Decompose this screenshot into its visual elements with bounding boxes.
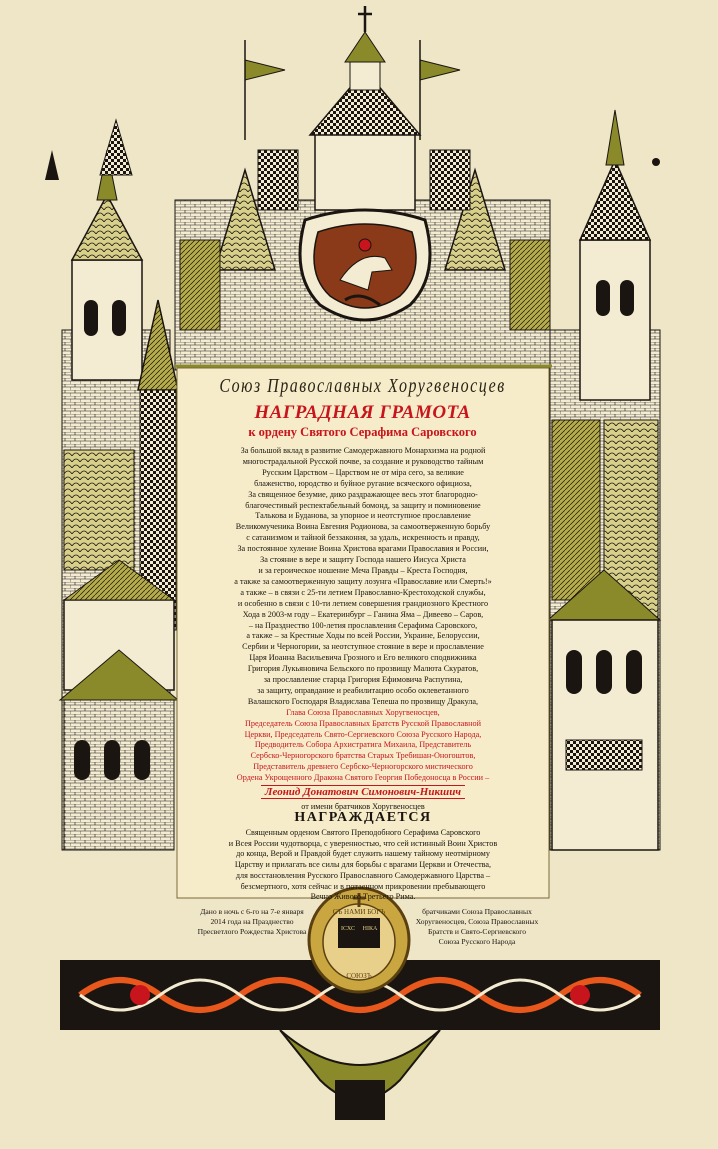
footer-right-line: братчиками Союза Православных [422,907,532,916]
footer-signatories [404,907,550,947]
footer-right-line: Хоругвеносцев, Союза Православных [415,917,539,926]
seal-monogram-right: НІКА [362,926,378,932]
award-line: Вечно Живого Третьего Рима. [310,892,416,902]
title-line: Сербско-Черногорского братства Старых Требишан-Оногоштов, [250,751,476,761]
awarded-heading: НАГРАЖДАЕТСЯ [294,810,432,825]
certificate-title: НАГРАДНАЯ ГРАМОТА [254,402,471,423]
seal-monogram-left: ІСХС [341,926,355,932]
seal-bottom-text: СОЮЗЪ [346,972,372,980]
footer-right-line: Союза Русского Народа [438,937,516,946]
recipient-name: Леонид Донатович Симонович-Никшич [261,785,465,799]
award-line: для восстановления Русского Православного Самодержавного Царства – [235,870,491,880]
citation-line: за защиту, оправдание и реабилитацию особо оклеветанного [257,685,469,695]
citation-line: Хода в 2003-м году – Екатеринбург – Ганина Яма – Дивеево – Саров, [242,609,484,619]
citation-line: – на Празднество 100-летия прославления Серафима Саровского, [248,620,478,630]
citation-line: Сербии и Черногории, за неотступное стояние в вере и прославление [242,642,484,652]
footer-left-line: Дано в ночь с 6-го на 7-е января [200,907,304,916]
citation-line: За постоянное хуление Воина Христова врагами Православия и России, [237,544,489,554]
citation-line: Русским Царством – Царством не от мiра сего, за великие [262,467,464,477]
citation-line: блаженство, юродство и буйное ругание всяческого официоза, [254,478,472,488]
organization-name: Союз Православных Хоругвеносцев [219,375,506,397]
citation-line: многострадальной Русской почве, за создание и руководство тайным [242,456,484,466]
citation-line: Талькова и Буданова, за упорное и неотступное прославление [255,511,471,521]
citation-line: за прославление старца Григория Ефимовича Распутина, [263,675,463,685]
seal-top-text: СЪ НАМИ БОГЪ [332,908,386,916]
union-seal [309,888,409,992]
award-line: и Всея России чудотворца, с уверенностью, что сей истинный Воин Христов [228,838,498,848]
award-line: Царству и прилагать все силы для борьбы с врагами Церкви и Отечества, [234,860,492,870]
citation-line: а также – в связи с 25-ти летием Православно-Крестоходской службы, [240,587,486,597]
citation-line: За большой вклад в развитие Самодержавного Монархизма на родной [240,446,486,455]
title-line: Предводитель Собора Архистратига Михаила, Представитель [254,740,472,750]
award-text [181,828,545,903]
citation-text [181,446,545,784]
certificate-subtitle: к ордену Святого Серафима Саровского [248,425,477,439]
footer-right-line: Братств и Свято-Сергиевского [427,927,527,936]
citation-line: а также – за Крестные Ходы по всей России, Украине, Белоруссии, [246,631,480,641]
citation-line: Великомученика Воина Евгения Родионова, за самоотверженную борьбу [235,522,491,532]
st-george-emblem [300,210,430,320]
citation-line: За стояние в вере и защиту Господа нашего Иисуса Христа [260,555,466,565]
footer-left-line: 2014 года на Празднество [210,917,294,926]
footer-date [186,907,318,937]
award-line: безсмертного, хотя сейчас и в потаенном прикровении пребывающего [240,881,486,891]
citation-line: а также за самоотверженную защиту лозунга «Православие или Смерть!» [234,576,492,586]
citation-line: Григория Лукьяновича Бельского по прозвищу Малюта Скуратов, [247,664,479,674]
citation-line: Валашского Господаря Владислава Тепеша по прозвищу Дракула, [247,696,479,706]
citation-line: Царя Иоанна Васильевича Грозного и Его великого сподвижника [249,653,477,663]
recipient-block [181,782,545,811]
title-line: Церкви, Председатель Свято-Сергиевского Союза Русского Народа, [244,729,482,739]
title-line: Председатель Союза Православных Братств Русской Православной [244,718,482,728]
title-line: Представитель древнего Сербско-Черногорского мистического [253,762,473,772]
title-line: Ордена Укрощенного Дракона Святого Георгия Победоносца в России – [236,773,490,783]
footer-left-line: Пресветлого Рождества Христова [197,927,307,936]
recipient-from: от имени братчиков Хоругвеносцев [301,802,425,811]
citation-line: За священное безумие, дико раздражающее весь этот благородно- [248,489,478,499]
citation-line: благочестивый респектабельный бомонд, за защиту и поминовение [245,500,481,510]
award-line: до конца, Верой и Правдой будет служить нашему тайному неотмiрному [236,849,490,859]
title-line: Глава Союза Православных Хоругвеносцев, [286,707,440,717]
citation-line: и особенно в связи с 10-ти летием совершения грандиозного Крестного [237,598,489,608]
citation-line: с сатанизмом и тайной беззаконня, за удаль, искренность и правду, [246,533,480,543]
citation-line: и за героическое ношение Меча Правды – Креста Господня, [258,565,468,575]
award-line: Священным орденом Святого Преподобного Серафима Саровского [245,828,481,837]
certificate-header [170,375,555,440]
